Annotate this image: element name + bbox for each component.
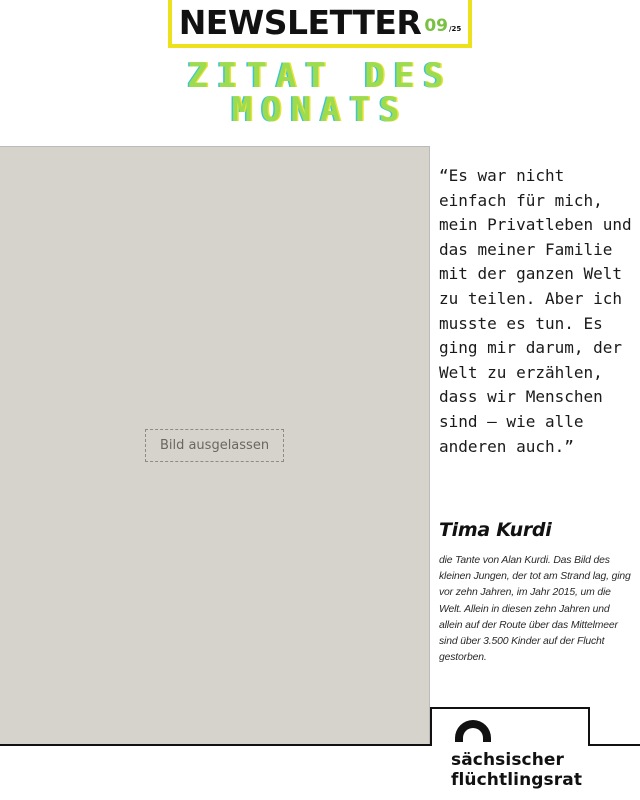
photo-omitted-label: Bild ausgelassen: [145, 429, 284, 462]
quote-text: “Es war nicht einfach für mich, mein Privatleben und das meiner Familie mit der ganzen Welt zu teilen. Aber ich musste es tun. Es ging mir darum, der Welt zu erzählen, dass wir Menschen sind – wie alle anderen auch.”: [439, 166, 632, 456]
logo-line-1: sächsischer: [451, 750, 565, 770]
footer-divider-drop: [588, 707, 590, 746]
newsletter-header: [168, 0, 472, 48]
footer-divider-left: [0, 744, 432, 746]
newsletter-issue: [424, 15, 462, 36]
footer-divider-right: [588, 744, 640, 746]
issue-year: /25: [449, 24, 462, 33]
section-title-line-2: MONATS: [231, 90, 409, 130]
organization-logo-text: [451, 750, 582, 790]
section-title-line-1: ZITAT DES: [187, 56, 453, 96]
newsletter-title: NEWSLETTER: [178, 2, 422, 42]
footer-divider-rise: [430, 707, 432, 746]
footer-divider-top: [430, 707, 590, 709]
author-caption: die Tante von Alan Kurdi. Das Bild des kleinen Jungen, der tot am Strand lag, ging vor zehn Jahren, im Jahr 2015, um die Welt. Allein in diesen zehn Jahren und allein auf der Route über das Mittelmeer sind über 3.500 Kinder auf der Flucht gestorben.: [439, 555, 631, 664]
quote-author: Tima Kurdi: [439, 519, 552, 541]
logo-line-2: flüchtlingsrat: [451, 770, 583, 790]
issue-number: 09: [424, 15, 448, 36]
photo-placeholder: [0, 146, 430, 744]
arch-icon: [451, 716, 495, 742]
